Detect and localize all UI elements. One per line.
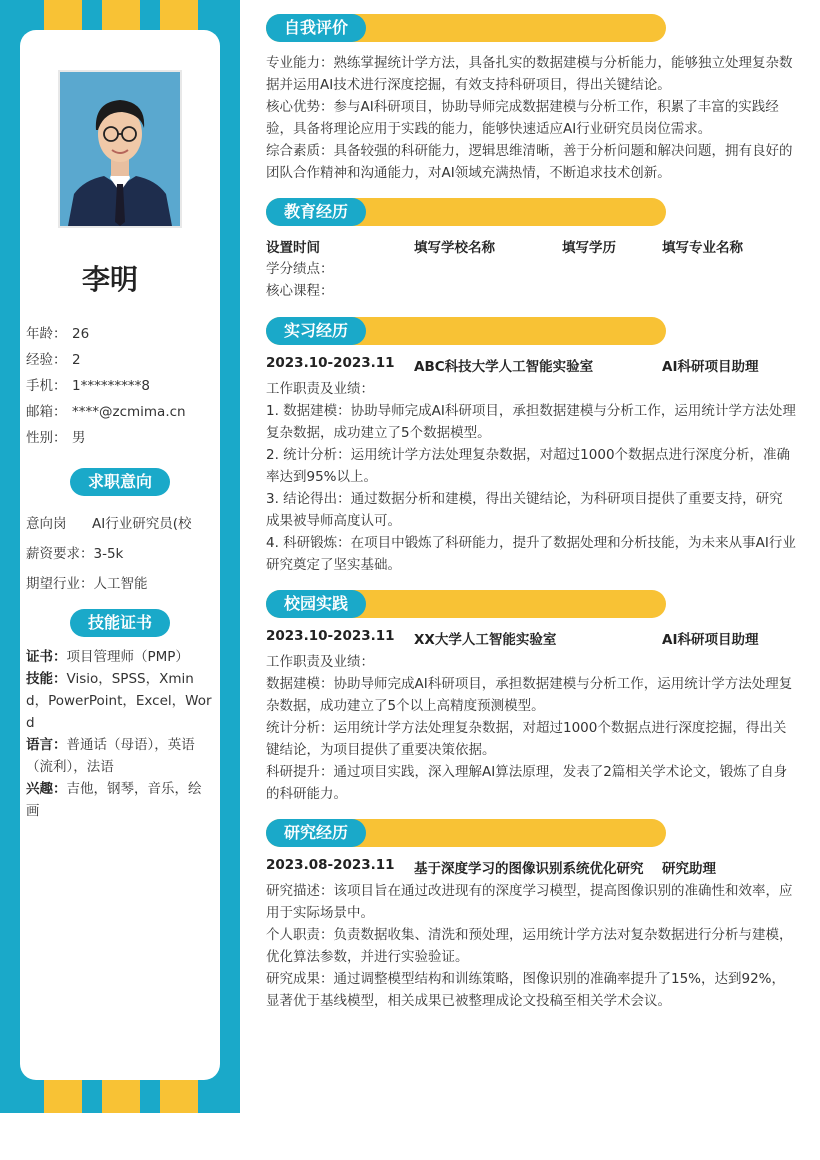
hobby-line	[26, 778, 214, 822]
campus-role: AI科研项目助理	[662, 632, 759, 648]
hobby-value: 吉他，钢琴，音乐，绘画	[26, 781, 202, 819]
info-label: 性别：	[26, 430, 67, 446]
info-value: 1*********8	[72, 378, 150, 394]
internship-role: AI科研项目助理	[662, 359, 759, 375]
profile-photo	[58, 70, 182, 228]
section-title: 研究经历	[266, 819, 366, 847]
decor-stripe	[44, 1080, 82, 1113]
section-header-education	[266, 198, 666, 226]
section-header-internship	[266, 317, 666, 345]
research-text	[266, 880, 796, 1012]
education-time: 设置时间	[266, 240, 320, 256]
intent-salary	[26, 542, 123, 562]
intent-position-value: AI行业研究员(校	[92, 516, 192, 532]
campus-line: 数据建模：协助导师完成AI科研项目，承担数据建模与分析工作，运用统计学方法处理复杂数据，成功建立了5个以上高精度预测模型。	[266, 676, 793, 714]
self-eval-line: 专业能力：熟练掌握统计学方法，具备扎实的数据建模与分析能力，能够独立处理复杂数据并运用AI技术进行深度挖掘，有效支持科研项目，得出关键结论。	[266, 55, 793, 93]
profile-name: 李明	[81, 263, 138, 296]
education-gpa: 学分绩点：	[266, 261, 334, 277]
self-eval-text	[266, 52, 796, 184]
section-heading-intent: 求职意向	[70, 468, 170, 496]
decor-stripe	[102, 1080, 140, 1113]
cert-value: 项目管理师（PMP）	[66, 649, 189, 665]
skills-block	[26, 646, 214, 822]
education-courses: 核心课程：	[266, 283, 334, 299]
language-label: 语言：	[26, 737, 67, 753]
campus-line: 科研提升：通过项目实践，深入理解AI算法原理，发表了2篇相关学术论文，锻炼了自身的科研能力。	[266, 764, 788, 802]
campus-org: XX大学人工智能实验室	[414, 632, 557, 648]
internship-line: 1. 数据建模：协助导师完成AI科研项目，承担数据建模与分析工作，运用统计学方法处理复杂数据，成功建立了5个数据模型。	[266, 403, 796, 441]
research-line: 研究描述：该项目旨在通过改进现有的深度学习模型，提高图像识别的准确性和效率，应用于实际场景中。	[266, 883, 793, 921]
campus-time: 2023.10-2023.11	[266, 628, 395, 644]
education-school: 填写学校名称	[414, 240, 495, 256]
internship-line: 2. 统计分析：运用统计学方法处理复杂数据，对超过1000个数据点进行深度分析，准确率达到95%以上。	[266, 447, 791, 485]
internship-line: 3. 结论得出：通过数据分析和建模，得出关键结论，为科研项目提供了重要支持，研究成果被导师高度认可。	[266, 491, 783, 529]
info-label: 经验：	[26, 352, 67, 368]
internship-text	[266, 378, 796, 576]
decor-stripe	[160, 1080, 198, 1113]
education-details	[266, 258, 796, 302]
info-label: 邮箱：	[26, 404, 67, 420]
info-value: 2	[72, 352, 81, 368]
intent-position	[26, 512, 191, 532]
skill-line	[26, 668, 214, 734]
section-header-research	[266, 819, 666, 847]
intent-salary-value: 3-5k	[93, 546, 124, 562]
internship-line: 工作职责及业绩：	[266, 381, 374, 397]
research-line: 个人职责：负责数据收集、清洗和预处理，运用统计学方法对复杂数据进行分析与建模，优化算法参数，并进行实验验证。	[266, 927, 793, 965]
section-title: 教育经历	[266, 198, 366, 226]
section-title: 实习经历	[266, 317, 366, 345]
info-gender	[26, 426, 86, 446]
hobby-label: 兴趣：	[26, 781, 67, 797]
info-age	[26, 322, 89, 342]
cert-line	[26, 646, 214, 668]
research-role: 研究助理	[662, 861, 716, 877]
self-eval-line: 核心优势：参与AI科研项目，协助导师完成数据建模与分析工作，积累了丰富的实践经验，具备将理论应用于实践的能力，能够快速适应AI行业研究员岗位需求。	[266, 99, 779, 137]
info-label: 手机：	[26, 378, 67, 394]
self-eval-line: 综合素质：具备较强的科研能力，逻辑思维清晰，善于分析问题和解决问题，拥有良好的团队合作精神和沟通能力，对AI领域充满热情，不断追求技术创新。	[266, 143, 793, 181]
info-experience	[26, 348, 81, 368]
info-value: 男	[72, 430, 86, 446]
info-value: 26	[72, 326, 90, 342]
internship-time: 2023.10-2023.11	[266, 355, 395, 371]
internship-org: ABC科技大学人工智能实验室	[414, 359, 594, 375]
campus-line: 统计分析：运用统计学方法处理复杂数据，对超过1000个数据点进行深度挖掘，得出关键结论，为项目提供了重要决策依据。	[266, 720, 787, 758]
info-label: 年龄：	[26, 326, 67, 342]
intent-position-label: 意向岗	[26, 516, 67, 532]
skill-label: 技能：	[26, 671, 67, 687]
info-phone	[26, 374, 150, 394]
person-portrait-icon	[60, 72, 180, 226]
education-degree: 填写学历	[562, 240, 616, 256]
intent-industry-label: 期望行业：	[26, 576, 94, 592]
section-title: 自我评价	[266, 14, 366, 42]
info-value: ****@zcmima.cn	[72, 404, 186, 420]
language-value: 普通话（母语），英语（流利），法语	[26, 737, 195, 775]
info-email	[26, 400, 186, 420]
section-header-self-eval	[266, 14, 666, 42]
intent-salary-label: 薪资要求：	[26, 546, 94, 562]
cert-label: 证书：	[26, 649, 67, 665]
skill-value: Visio，SPSS，Xmind，PowerPoint，Excel，Word	[26, 671, 212, 731]
decor-stripe	[44, 0, 82, 30]
campus-line: 工作职责及业绩：	[266, 654, 374, 670]
language-line	[26, 734, 214, 778]
research-time: 2023.08-2023.11	[266, 857, 395, 873]
section-header-campus	[266, 590, 666, 618]
intent-industry-value: 人工智能	[93, 576, 148, 592]
education-major: 填写专业名称	[662, 240, 743, 256]
research-line: 研究成果：通过调整模型结构和训练策略，图像识别的准确率提升了15%，达到92%，显著优于基线模型，相关成果已被整理成论文投稿至相关学术会议。	[266, 971, 786, 1009]
campus-text	[266, 651, 796, 805]
decor-stripe	[160, 0, 198, 30]
decor-stripe	[102, 0, 140, 30]
section-title: 校园实践	[266, 590, 366, 618]
research-title: 基于深度学习的图像识别系统优化研究	[414, 861, 644, 877]
section-heading-skills: 技能证书	[70, 609, 170, 637]
internship-line: 4. 科研锻炼：在项目中锻炼了科研能力，提升了数据处理和分析技能，为未来从事AI行业研究奠定了坚实基础。	[266, 535, 796, 573]
intent-industry	[26, 572, 148, 592]
